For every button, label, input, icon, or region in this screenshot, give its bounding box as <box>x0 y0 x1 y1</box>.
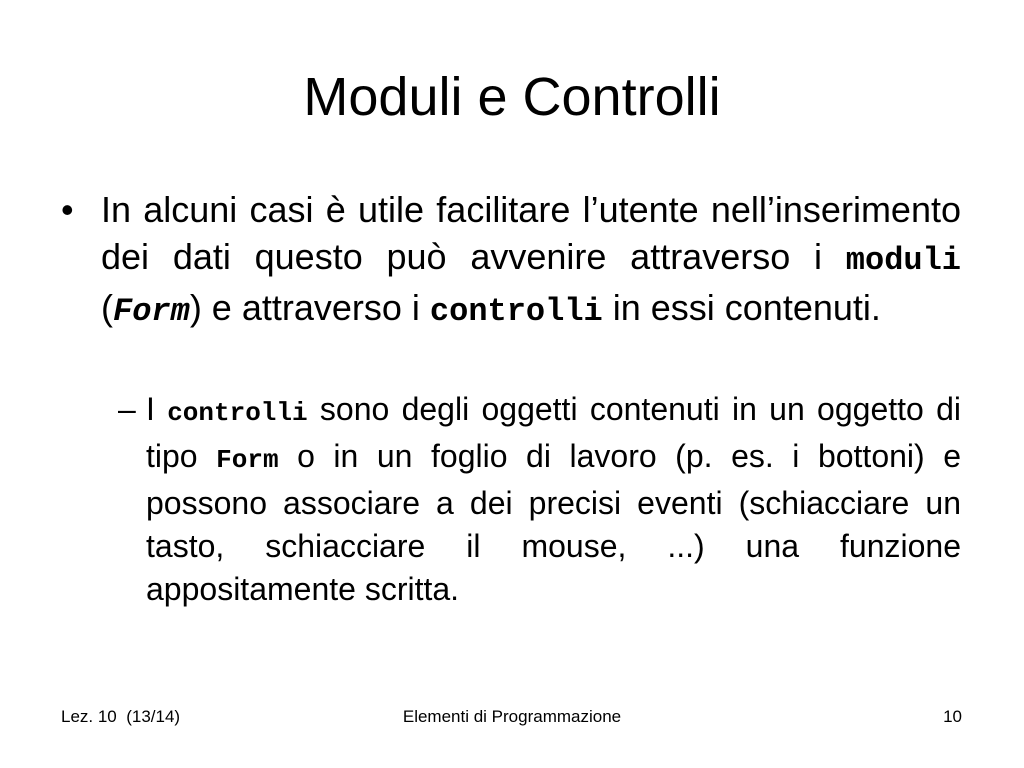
bullet-marker: • <box>61 189 74 230</box>
bullet-text: In alcuni casi è utile facilitare l’utente nell’inserimento dei dati questo può avvenire attraverso i <box>101 189 961 277</box>
bullet-text: ( <box>101 287 113 328</box>
bullet-level-1 <box>61 186 961 335</box>
footer-lecture-label: Lez. 10 (13/14) <box>61 707 181 726</box>
code-term-controlli: controlli <box>429 293 603 330</box>
sub-bullet-marker: – <box>118 391 136 427</box>
code-term-moduli: moduli <box>845 242 961 279</box>
sub-bullet-text: sono degli oggetti contenuti in un oggetto di tipo <box>146 391 962 474</box>
footer-course-title: Elementi di Programmazione <box>402 707 622 726</box>
bullet-text: in essi contenuti. <box>602 287 881 328</box>
code-term-form: Form <box>216 445 279 475</box>
slide-title: Moduli e Controlli <box>303 67 721 127</box>
footer-page-number: 10 <box>943 707 962 726</box>
bullet-level-2 <box>118 388 962 611</box>
sub-bullet-text: o in un foglio di lavoro (p. es. i bottoni) e possono associare a dei precisi eventi (schiacciare un tasto, schiacciare il mouse, ...) una funzione appositamente scritta. <box>146 438 962 607</box>
bullet-text: ) e attraverso i <box>189 287 430 328</box>
sub-bullet-text: I <box>146 391 168 427</box>
code-term-form: Form <box>113 293 190 330</box>
code-term-controlli: controlli <box>167 398 308 428</box>
